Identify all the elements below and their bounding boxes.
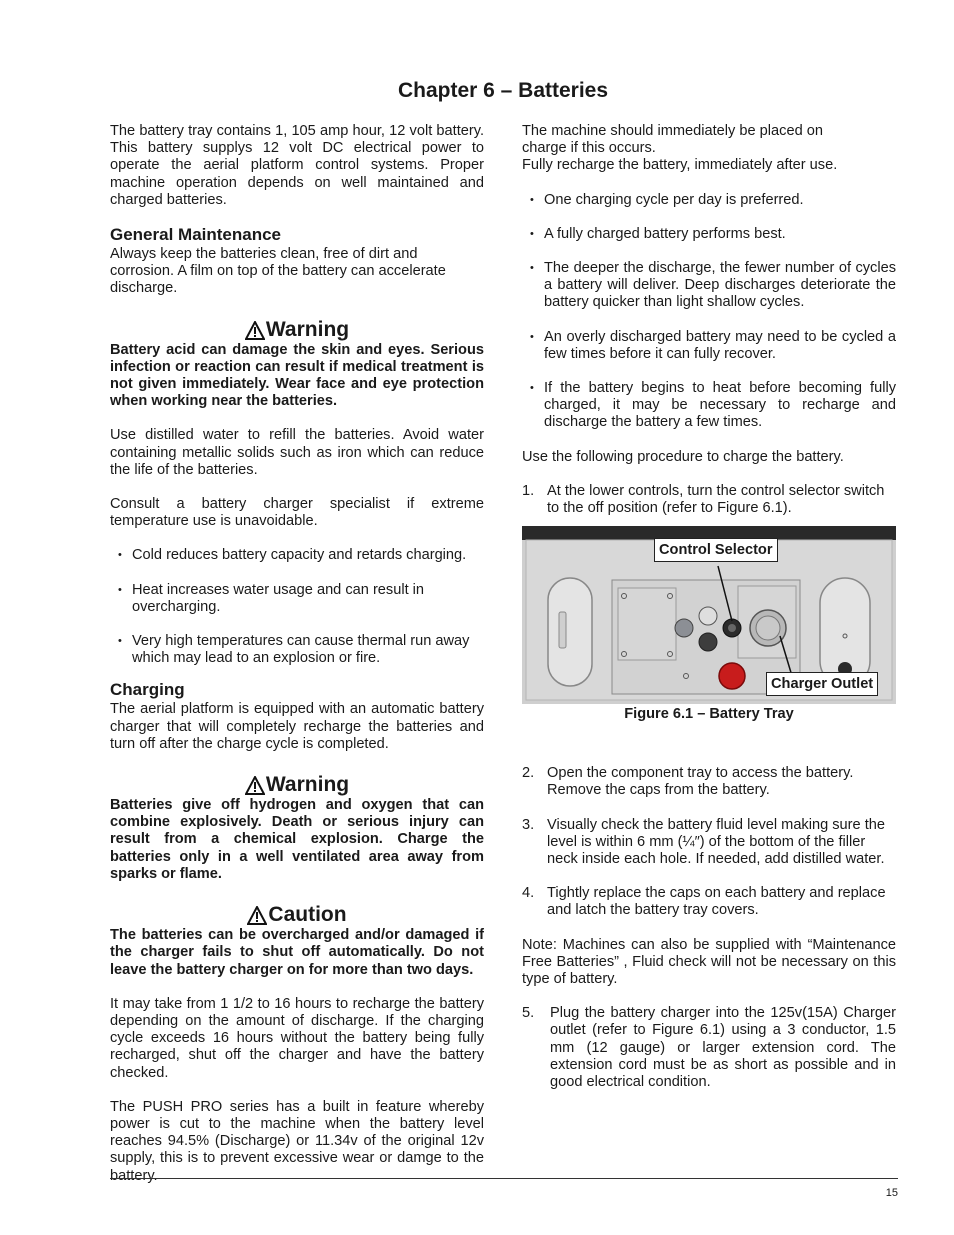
control-selector-callout: Control Selector	[654, 538, 778, 562]
step-list-2	[522, 765, 896, 919]
step-text: Visually check the battery fluid level making sure the level is within 6 mm (¼″) of the bottom of the filler neck inside each hole. If needed, add distilled water.	[547, 816, 885, 868]
step-number: 2.	[522, 765, 535, 782]
list-item: • Very high temperatures can cause thermal run away which may lead to an explosion or fire.	[110, 633, 484, 667]
charging-text: The aerial platform is equipped with an automatic battery charger that will completely recharge the batteries and turn off after the charge cycle is completed.	[110, 701, 484, 752]
caution-triangle-icon	[247, 906, 267, 925]
left-column	[110, 123, 484, 1185]
recharge-time-paragraph: It may take from 1 1/2 to 16 hours to recharge the battery depending on the amount of discharge. If the charging cycle exceeds 16 hours without the battery being fully recharged, shut off the charger and have the battery checked.	[110, 995, 484, 1081]
warning-triangle-icon	[245, 321, 265, 340]
footer-rule	[110, 1178, 898, 1179]
list-item: • If the battery begins to heat before becoming fully charged, it may be necessary to recharge and discharge the battery a few times.	[522, 380, 896, 432]
step-number: 5.	[522, 1005, 535, 1022]
charge-line-1: The machine should immediately be placed on	[522, 123, 823, 139]
warning-text-hydrogen: Batteries give off hydrogen and oxygen that can combine explosively. Death or serious injury can result from a chemical explosion. Charge the batteries only in a well ventilated area away from sparks or flame.	[110, 797, 484, 882]
charge-line-2: charge if this occurs.	[522, 140, 656, 157]
temperature-bullet-list	[110, 547, 484, 667]
procedure-intro: Use the following procedure to charge the battery.	[522, 448, 844, 465]
caution-heading	[110, 903, 484, 927]
caution-text: The batteries can be overcharged and/or damaged if the charger fails to shut off automatically. Do not leave the battery charger on for more than two days.	[110, 927, 484, 978]
charge-line-3: Fully recharge the battery, immediately after use.	[522, 157, 838, 174]
warning-heading-hydrogen	[110, 773, 484, 797]
step-text: Plug the battery charger into the 125v(15A) Charger outlet (refer to Figure 6.1) using a 3 conductor, 1.5 mm (12 gauge) or larger extension cord. The extension cord must be as short as possible and in good electrical condition.	[550, 1005, 896, 1091]
list-item	[522, 885, 896, 919]
list-item: • Heat increases water usage and can result in overcharging.	[110, 582, 484, 616]
list-item	[522, 483, 896, 517]
step-number: 1.	[522, 482, 535, 499]
list-item	[522, 817, 896, 869]
battery-tray-figure	[522, 526, 896, 723]
list-item: • The deeper the discharge, the fewer number of cycles a battery will deliver. Deep discharges deteriorate the battery quicker than light shallow cycles.	[522, 260, 896, 312]
right-column	[522, 123, 896, 1108]
step-list-1	[522, 483, 896, 517]
list-item: • A fully charged battery performs best.	[522, 226, 896, 243]
warning-text-acid: Battery acid can damage the skin and eyes. Serious infection or reaction can result if medical treatment is not given immediately. Wear face and eye protection when working near the batteries.	[110, 341, 484, 410]
figure-caption: Figure 6.1 – Battery Tray	[624, 706, 794, 723]
list-item: • One charging cycle per day is preferred.	[522, 192, 896, 209]
list-item: • An overly discharged battery may need to be cycled a few times before it can fully recover.	[522, 329, 896, 363]
page-number: 15	[885, 1187, 898, 1199]
note-paragraph: Note: Machines can also be supplied with “Maintenance Free Batteries” , Fluid check will not be necessary on this type of battery.	[522, 936, 896, 988]
page-title: Chapter 6 – Batteries	[397, 79, 609, 102]
charging-heading: Charging	[110, 680, 185, 700]
step-text: Open the component tray to access the battery. Remove the caps from the battery.	[547, 765, 854, 799]
step-number: 3.	[522, 816, 535, 833]
list-item	[522, 765, 896, 799]
warning-triangle-icon	[245, 776, 265, 795]
list-item	[522, 1005, 896, 1091]
charging-bullet-list	[522, 192, 896, 432]
step-list-3	[522, 1005, 896, 1091]
warning-title: Warning	[265, 317, 350, 341]
general-maintenance-heading: General Maintenance	[110, 225, 282, 245]
caution-title: Caution	[268, 903, 347, 927]
charger-outlet-callout: Charger Outlet	[766, 672, 878, 696]
distilled-water-paragraph: Use distilled water to refill the batteries. Avoid water containing metallic solids such as iron which can reduce the life of the batteries.	[110, 427, 484, 478]
step-text: At the lower controls, turn the control selector switch to the off position (refer to Figure 6.1).	[547, 482, 885, 517]
step-text: Tightly replace the caps on each battery and replace and latch the battery tray covers.	[547, 885, 886, 919]
list-item: • Cold reduces battery capacity and retards charging.	[110, 547, 484, 564]
general-maintenance-text: Always keep the batteries clean, free of dirt and corrosion. A film on top of the battery can accelerate discharge.	[110, 246, 446, 297]
intro-paragraph: The battery tray contains 1, 105 amp hour, 12 volt battery. This battery supplys 12 volt DC electrical power to operate the aerial platform control systems. Proper machine operation depends on well maintained and charged batteries.	[110, 123, 484, 208]
consult-paragraph: Consult a battery charger specialist if extreme temperature use is unavoidable.	[110, 496, 484, 530]
warning-heading-acid	[110, 318, 484, 342]
warning-title: Warning	[265, 773, 350, 797]
push-pro-paragraph: The PUSH PRO series has a built in feature whereby power is cut to the machine when the battery level reaches 94.5% (Discharge) or 11.34v of the original 12v supply, this is to prevent excessive wear or damge to the battery.	[110, 1098, 484, 1184]
step-number: 4.	[522, 885, 535, 902]
